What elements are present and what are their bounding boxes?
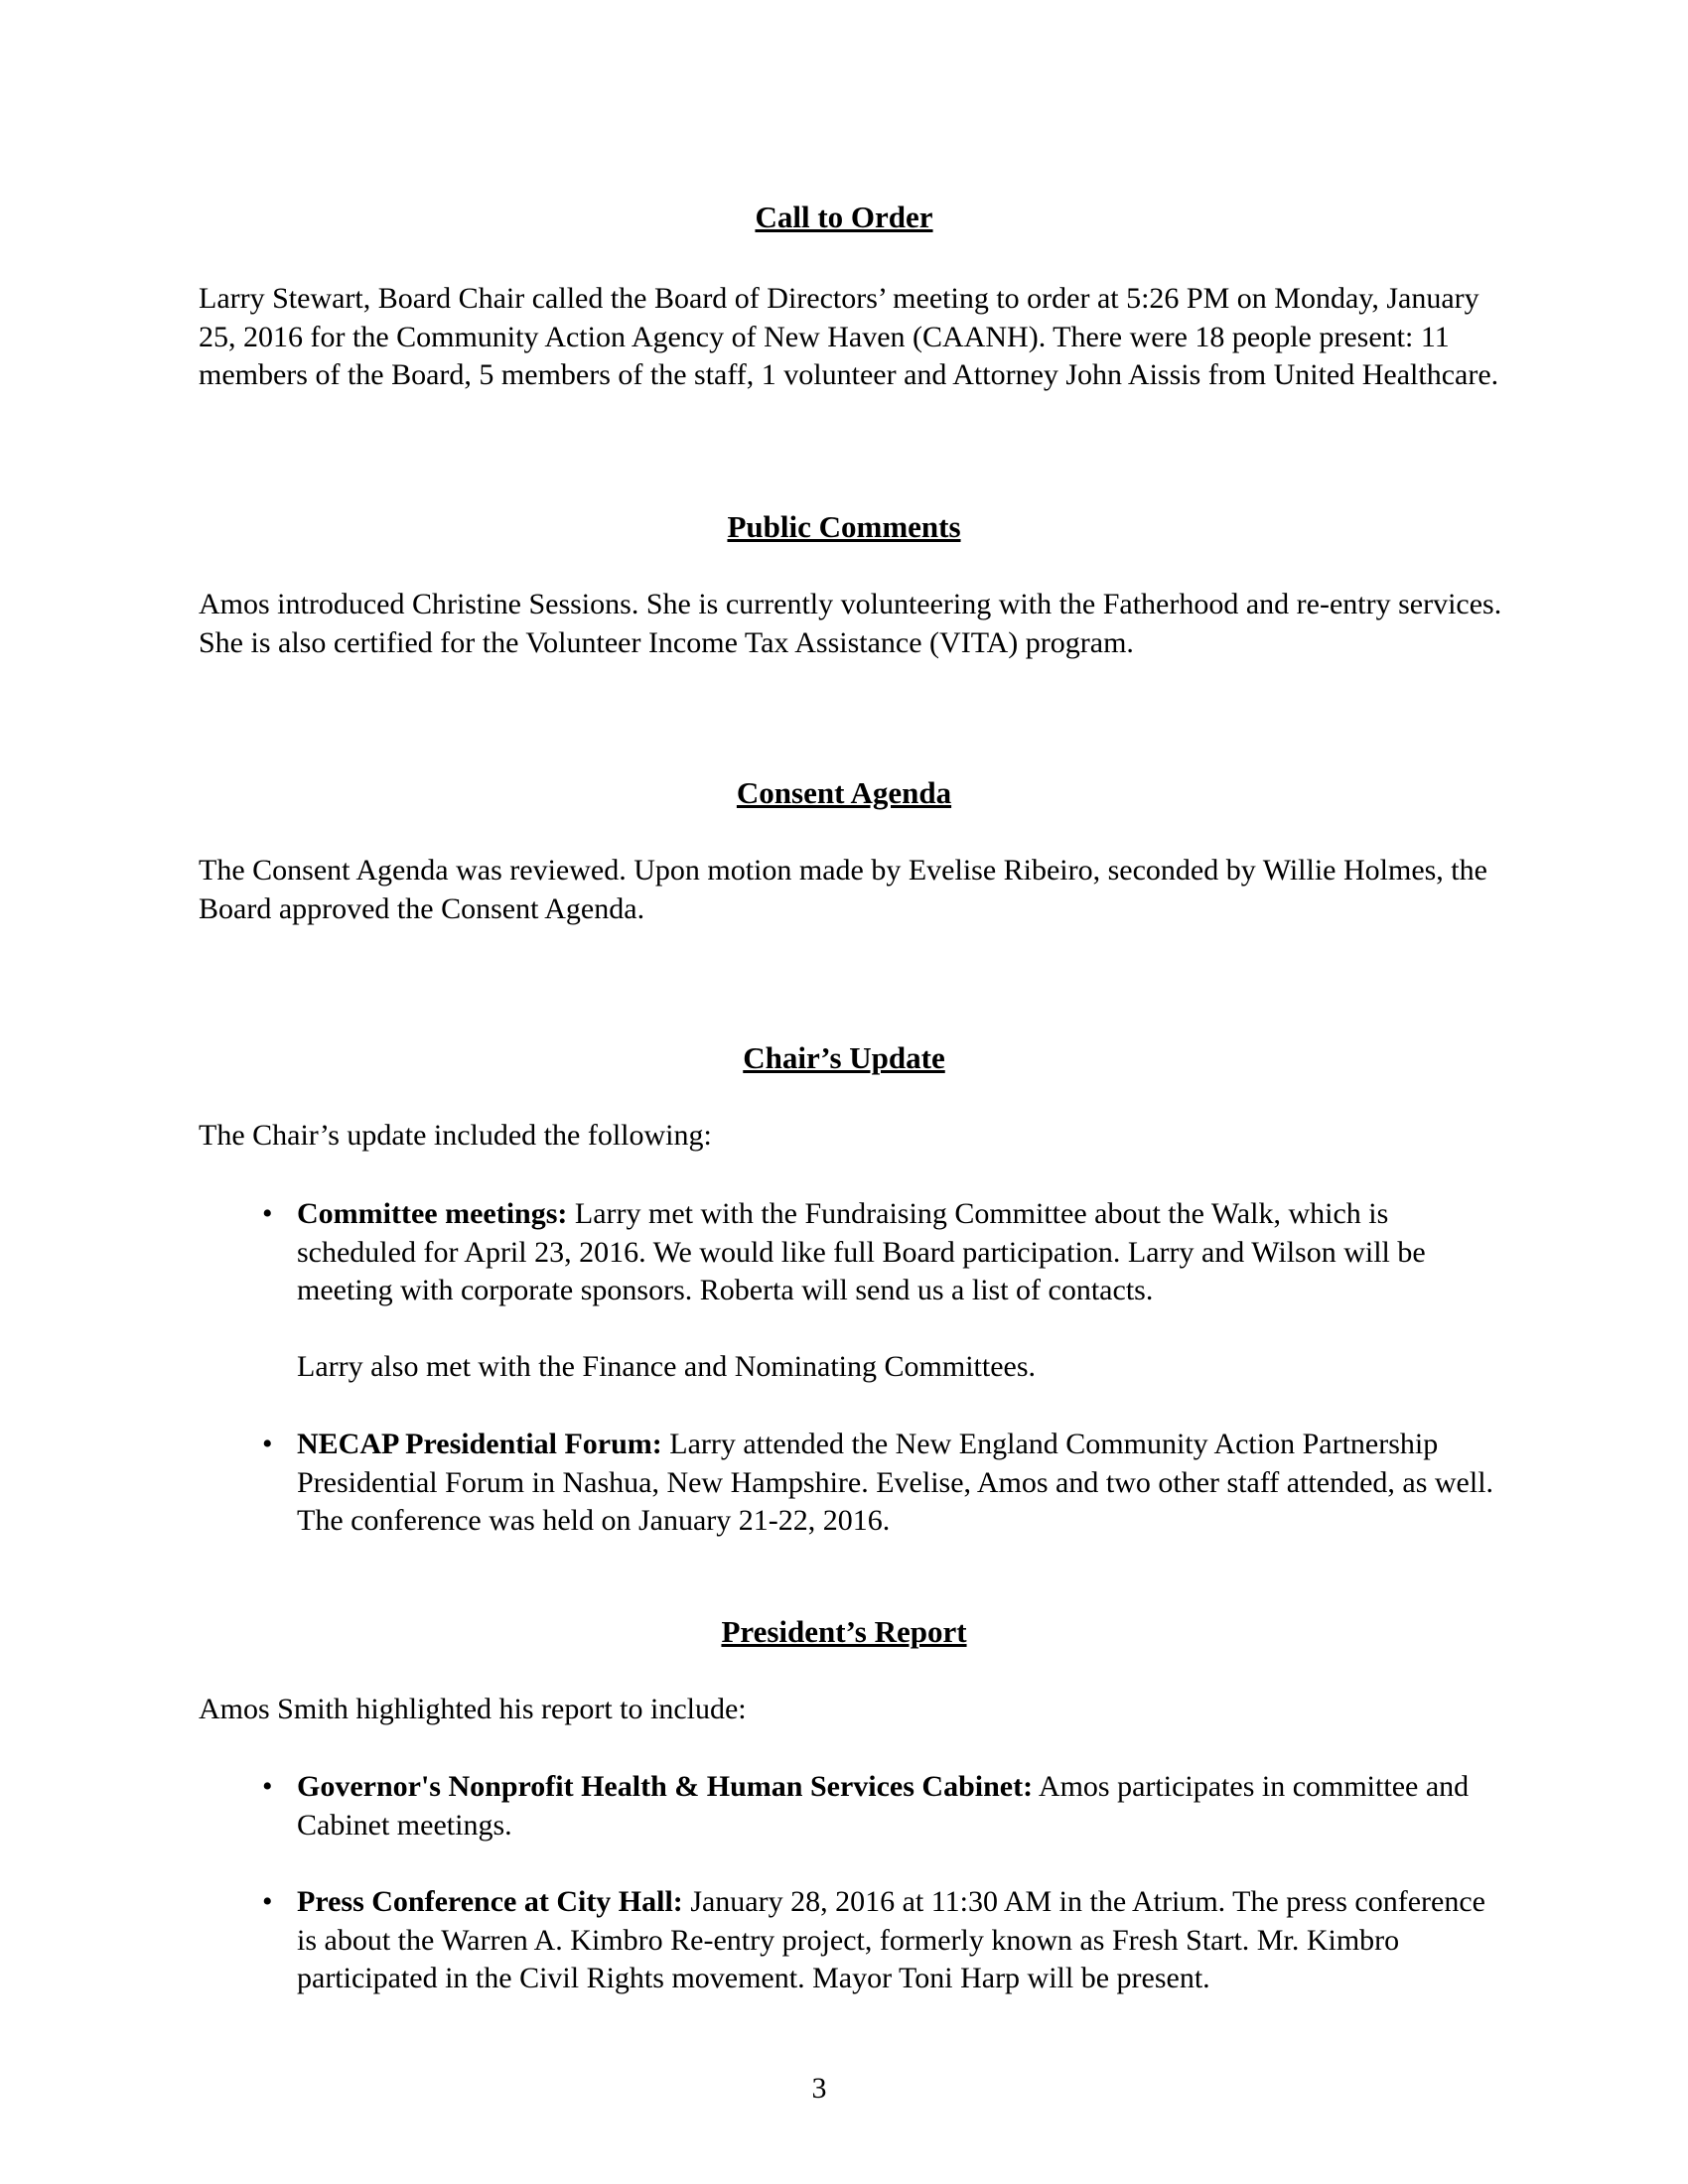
item-label: NECAP Presidential Forum: xyxy=(297,1428,662,1460)
item-text: Larry attended the New England Community Action Partnership Presidential Forum in Nashua, New Hampshire. Evelise, Amos and two other staff attended, as well. The conference was held on January 21-22, 2016. xyxy=(297,1428,1494,1537)
heading-presidents-report: President’s Report xyxy=(721,1614,967,1649)
call-to-order-paragraph: Larry Stewart, Board Chair called the Board of Directors’ meeting to order at 5:26 PM on Monday, January 25, 2016 for the Community Action Agency of New Haven (CAANH). There were 18 people present: 11 members of the Board, 5 members of the staff, 1 volunteer and Attorney John Aissis from United Healthcare. xyxy=(199,282,1499,391)
bullet-press-conference: • xyxy=(262,1885,273,1918)
item-text: Larry met with the Fundraising Committee about the Walk, which is scheduled for April 23, 2016. We would like full Board participation. Larry and Wilson will be meeting with corporate sponsors. Roberta will send us a list of contacts. xyxy=(297,1197,1426,1306)
public-comments-paragraph: Amos introduced Christine Sessions. She is currently volunteering with the Fatherhood and re-entry services. She is also certified for the Volunteer Income Tax Assistance (VITA) program. xyxy=(199,588,1502,659)
item-label: Press Conference at City Hall: xyxy=(297,1885,683,1918)
bullet-necap-forum: • xyxy=(262,1428,273,1460)
item-text: January 28, 2016 at 11:30 AM in the Atrium. The press conference is about the Warren A. Kimbro Re-entry project, formerly known as Fresh Start. Mr. Kimbro participated in the Civil Rights movement. Mayor Toni Harp will be present. xyxy=(297,1885,1485,1994)
consent-agenda-paragraph: The Consent Agenda was reviewed. Upon motion made by Evelise Ribeiro, seconded by Willie Holmes, the Board approved the Consent Agenda. xyxy=(199,854,1487,925)
page-number: 3 xyxy=(811,2072,827,2105)
item-label: Governor's Nonprofit Health & Human Services Cabinet: xyxy=(297,1770,1034,1803)
bullet-governors-cabinet: • xyxy=(262,1770,273,1803)
item-text: Amos participates in committee and Cabinet meetings. xyxy=(297,1770,1470,1842)
bullet-committee-meetings: • xyxy=(262,1197,273,1230)
list-item-committee-meetings-extra: Larry also met with the Finance and Nominating Committees. xyxy=(297,1350,1037,1383)
heading-public-comments: Public Comments xyxy=(727,509,961,544)
heading-call-to-order: Call to Order xyxy=(755,200,933,234)
list-item-necap-forum xyxy=(297,1426,1508,1541)
presidents-report-intro: Amos Smith highlighted his report to include: xyxy=(199,1693,747,1725)
chairs-update-intro: The Chair’s update included the following: xyxy=(199,1119,712,1152)
item-label: Committee meetings: xyxy=(297,1197,568,1230)
heading-chairs-update: Chair’s Update xyxy=(743,1040,945,1075)
list-item-press-conference xyxy=(297,1883,1508,1998)
list-item-committee-meetings xyxy=(297,1195,1508,1310)
heading-consent-agenda: Consent Agenda xyxy=(736,775,952,810)
list-item-governors-cabinet xyxy=(297,1768,1508,1844)
